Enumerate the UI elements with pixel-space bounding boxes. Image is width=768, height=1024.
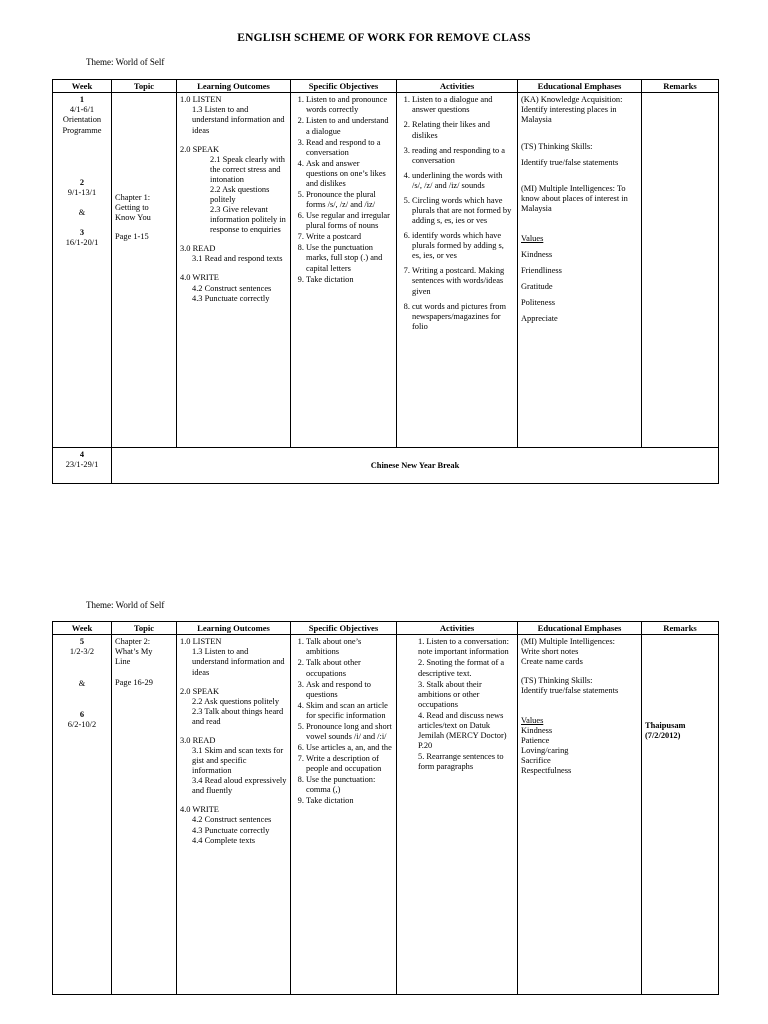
header-educational-emphases: Educational Emphases xyxy=(518,80,642,93)
topic-line: Getting to xyxy=(115,203,149,213)
list-item: 8. cut words and pictures from newspapers/magazines for folio xyxy=(412,302,514,332)
outcome-item: 4.2 Construct sentences xyxy=(192,815,272,825)
value-item: Friendliness xyxy=(521,266,562,276)
values-heading: Values xyxy=(521,715,544,725)
value-item: Kindness xyxy=(521,725,553,735)
list-item: 2. Talk about other occupations xyxy=(306,658,393,678)
topic-cell xyxy=(112,93,177,448)
outcome-item: 3.1 Read and respond texts xyxy=(192,254,283,264)
objectives-list xyxy=(294,95,393,284)
week-number: 1 xyxy=(79,95,85,105)
table-row xyxy=(53,448,719,484)
list-item: 3. Stalk about their ambitions or other occupations xyxy=(418,679,482,709)
list-item: 3. Ask and respond to questions xyxy=(306,680,393,700)
list-item: 1. Talk about one’s ambitions xyxy=(306,637,393,657)
list-item: 7. Writing a postcard. Making sentences with words/ideas given xyxy=(412,266,514,296)
topic-line: Chapter 2: xyxy=(115,637,151,647)
week-dates: 16/1-20/1 xyxy=(65,237,99,247)
header-learning-outcomes: Learning Outcomes xyxy=(177,622,291,635)
outcome-item: 4.2 Construct sentences xyxy=(192,283,272,293)
list-item: 4. Read and discuss news articles/text on Datuk Jemilah (MERCY Doctor) P.20 xyxy=(418,710,507,751)
outcome-item: 2.2 Ask questions politely xyxy=(210,184,270,205)
topic-pages: Page 1-15 xyxy=(115,231,149,241)
emphasis-ka: (KA) Knowledge Acquisition: Identify interesting places in Malaysia xyxy=(521,95,623,125)
emphasis-ts-item: Identify true/false statements xyxy=(521,157,619,167)
week-dates: 23/1-29/1 xyxy=(65,460,99,470)
week-ampersand: & xyxy=(78,207,86,217)
header-activities: Activities xyxy=(397,80,518,93)
objectives-list xyxy=(294,637,393,806)
outcome-item: 4.3 Punctuate correctly xyxy=(192,825,270,835)
week-number: 6 xyxy=(79,709,85,719)
remark-line: Thaipusam xyxy=(645,721,686,731)
week-dates: 9/1-13/1 xyxy=(67,187,97,197)
activities-cell xyxy=(397,635,518,995)
list-item: 9. Take dictation xyxy=(306,796,393,806)
header-remarks: Remarks xyxy=(642,622,719,635)
outcome-item: 1.3 Listen to and understand information and ideas xyxy=(192,647,285,677)
theme-label: Theme: World of Self xyxy=(86,57,165,67)
learning-outcomes-cell xyxy=(177,93,291,448)
value-item: Appreciate xyxy=(521,314,558,324)
values-heading: Values xyxy=(521,233,544,243)
topic-line: Chapter 1: xyxy=(115,193,151,203)
week-dates: 6/2-10/2 xyxy=(67,719,97,729)
week-number: 4 xyxy=(79,450,85,460)
list-item: 1. Listen to and pronounce words correctly xyxy=(306,95,393,115)
topic-line: Know You xyxy=(115,213,151,223)
header-row xyxy=(53,80,719,93)
week-dates: 4/1-6/1 xyxy=(69,105,95,115)
header-week: Week xyxy=(53,80,112,93)
list-item: 6. Use articles a, an, and the xyxy=(306,743,393,753)
list-item: 5. Rearrange sentences to form paragraphs xyxy=(418,752,504,772)
week-cell xyxy=(53,93,112,448)
week-number: 5 xyxy=(79,637,85,647)
table-row xyxy=(53,93,719,448)
header-learning-outcomes: Learning Outcomes xyxy=(177,80,291,93)
list-item: 5. Pronounce the plural forms /s/, /z/ and /iz/ xyxy=(306,190,393,210)
outcome-heading: 1.0 LISTEN xyxy=(180,95,222,105)
document-title: ENGLISH SCHEME OF WORK FOR REMOVE CLASS xyxy=(237,32,531,44)
list-item: 8. Use the punctuation: comma (,) xyxy=(306,775,393,795)
list-item: 9. Take dictation xyxy=(306,275,393,285)
emphasis-mi-item: Write short notes xyxy=(521,647,579,657)
header-week: Week xyxy=(53,622,112,635)
header-remarks: Remarks xyxy=(642,80,719,93)
header-topic: Topic xyxy=(112,622,177,635)
list-item: 4. underlining the words with /s/, /z/ and /iz/ sounds xyxy=(412,171,514,191)
remark-line: (7/2/2012) xyxy=(645,731,681,741)
scheme-table-2 xyxy=(52,621,719,995)
list-item: 2. Listen to and understand a dialogue xyxy=(306,116,393,136)
topic-line: Line xyxy=(115,657,131,667)
emphasis-mi-heading: (MI) Multiple Intelligences: xyxy=(521,637,615,647)
value-item: Patience xyxy=(521,735,550,745)
emphasis-mi-item: Create name cards xyxy=(521,657,583,667)
scheme-table-1 xyxy=(52,79,719,484)
list-item: 7. Write a description of people and occupation xyxy=(306,754,393,774)
outcome-heading: 1.0 LISTEN xyxy=(180,637,222,647)
header-topic: Topic xyxy=(112,80,177,93)
list-item: 2. Relating their likes and dislikes xyxy=(412,120,514,140)
table-row xyxy=(53,635,719,995)
topic-line: What’s My xyxy=(115,647,153,657)
list-item: 8. Use the punctuation marks, full stop (.) and capital letters xyxy=(306,243,393,273)
outcome-item: 3.1 Skim and scan texts for gist and specific information xyxy=(192,746,284,776)
list-item: 6. Use regular and irregular plural forms of nouns xyxy=(306,211,393,231)
outcome-heading: 2.0 SPEAK xyxy=(180,686,220,696)
remarks-cell xyxy=(642,93,719,448)
break-cell: Chinese New Year Break xyxy=(112,448,719,484)
list-item: 7. Write a postcard xyxy=(306,232,393,242)
emphasis-ts-item: Identify true/false statements xyxy=(521,685,619,695)
activities-cell xyxy=(397,93,518,448)
week-cell xyxy=(53,635,112,995)
header-specific-objectives: Specific Objectives xyxy=(291,80,397,93)
emphasis-ts-heading: (TS) Thinking Skills: xyxy=(521,675,593,685)
list-item: 5. Pronounce long and short vowel sounds /i/ and /:i/ xyxy=(306,722,393,742)
theme-label: Theme: World of Self xyxy=(86,600,165,610)
list-item: 1. Listen to a dialogue and answer questions xyxy=(412,95,514,115)
header-educational-emphases: Educational Emphases xyxy=(518,622,642,635)
value-item: Sacrifice xyxy=(521,756,551,766)
outcome-heading: 2.0 SPEAK xyxy=(180,144,220,154)
list-item: 3. reading and responding to a conversation xyxy=(412,146,514,166)
emphasis-mi: (MI) Multiple Intelligences: To know about places of interest in Malaysia xyxy=(521,183,628,213)
educational-emphases-cell xyxy=(518,93,642,448)
outcome-item: 3.4 Read aloud expressively and fluently xyxy=(192,776,287,796)
value-item: Politeness xyxy=(521,298,555,308)
outcome-item: 1.3 Listen to and understand information and ideas xyxy=(192,105,285,135)
topic-pages: Page 16-29 xyxy=(115,677,153,687)
week-number: 2 xyxy=(79,177,85,187)
educational-emphases-cell xyxy=(518,635,642,995)
list-item: 5. Circling words which have plurals that are not formed by adding s, es, ies or ves xyxy=(412,196,514,226)
outcome-item: 2.1 Speak clearly with the correct stress and intonation xyxy=(210,154,285,184)
week-dates: 1/2-3/2 xyxy=(69,647,95,657)
header-row xyxy=(53,622,719,635)
list-item: 2. Snoting the format of a descriptive text. xyxy=(418,658,505,678)
specific-objectives-cell xyxy=(291,635,397,995)
week-note: Orientation Programme xyxy=(62,115,102,135)
header-activities: Activities xyxy=(397,622,518,635)
week-cell xyxy=(53,448,112,484)
outcome-item: 2.3 Talk about things heard and read xyxy=(192,706,284,726)
list-item: 4. Ask and answer questions on one’s likes and dislikes xyxy=(306,159,393,189)
activities-list xyxy=(400,95,514,332)
list-item: 3. Read and respond to a conversation xyxy=(306,138,393,158)
values-block xyxy=(521,234,638,324)
outcome-item: 2.2 Ask questions politely xyxy=(192,696,280,706)
specific-objectives-cell xyxy=(291,93,397,448)
learning-outcomes-cell xyxy=(177,635,291,995)
outcome-item: 4.4 Complete texts xyxy=(192,835,256,845)
header-specific-objectives: Specific Objectives xyxy=(291,622,397,635)
outcome-heading: 4.0 WRITE xyxy=(180,273,219,283)
week-ampersand: & xyxy=(78,679,86,689)
list-item: 6. identify words which have plurals formed by adding s, es, ies, or ves xyxy=(412,231,514,261)
outcome-heading: 4.0 WRITE xyxy=(180,805,219,815)
outcome-item: 4.3 Punctuate correctly xyxy=(192,293,270,303)
list-item: 1. Listen to a conversation: note important information xyxy=(418,637,509,657)
outcome-heading: 3.0 READ xyxy=(180,244,216,254)
value-item: Respectfulness xyxy=(521,766,572,776)
emphasis-ts-heading: (TS) Thinking Skills: xyxy=(521,141,593,151)
value-item: Gratitude xyxy=(521,282,553,292)
list-item: 4. Skim and scan an article for specific information xyxy=(306,701,393,721)
remarks-cell xyxy=(642,635,719,995)
outcome-heading: 3.0 READ xyxy=(180,735,216,745)
value-item: Loving/caring xyxy=(521,745,569,755)
week-number: 3 xyxy=(79,227,85,237)
value-item: Kindness xyxy=(521,250,553,260)
topic-cell xyxy=(112,635,177,995)
outcome-item: 2.3 Give relevant information politely in response to enquiries xyxy=(210,205,286,235)
values-block xyxy=(521,716,638,776)
